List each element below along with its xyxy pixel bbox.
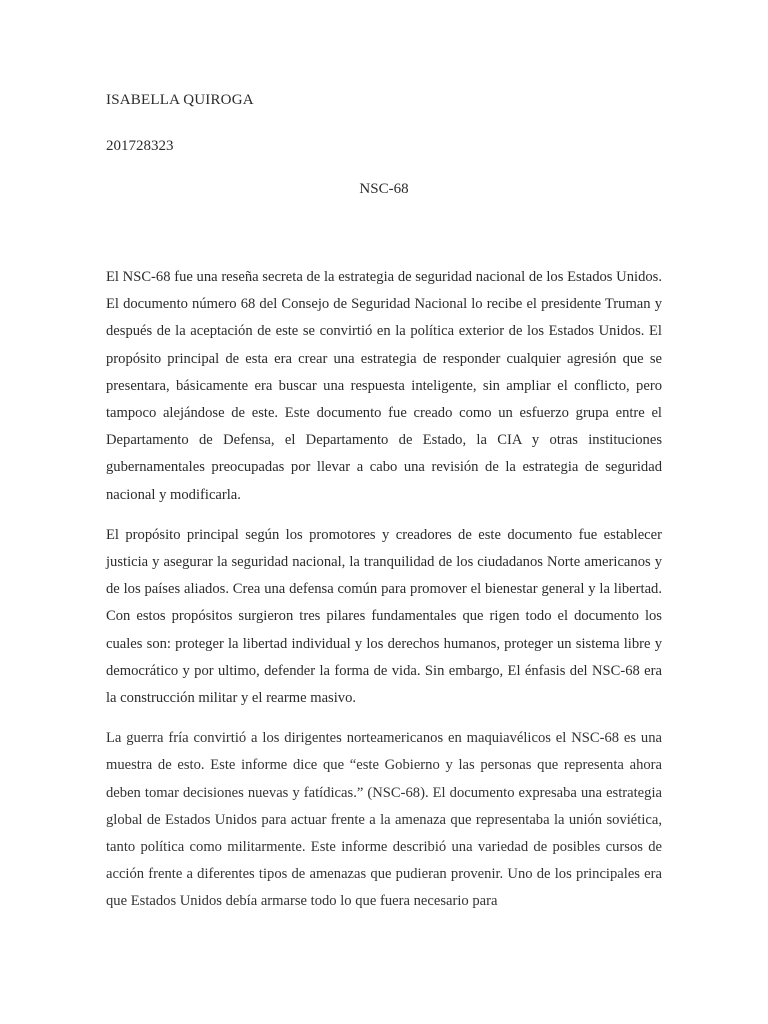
paragraph: El NSC-68 fue una reseña secreta de la estrategia de seguridad nacional de los Estados Unidos. El documento número 68 del Consejo de Seguridad Nacional lo recibe el presidente Truman y después de la aceptación de este se convirtió en la política exterior de los Estados Unidos. El propósito principal de esta era crear una estrategia de responder cualquier agresión que se presentara, básicamente era buscar una respuesta inteligente, sin ampliar el conflicto, pero tampoco alejándose de este. Este documento fue creado como un esfuerzo grupa entre el Departamento de Defensa, el Departamento de Estado, la CIA y otras instituciones gubernamentales preocupadas por llevar a cabo una revisión de la estrategia de seguridad nacional y modificarla.	[106, 269, 662, 503]
document-body	[106, 264, 662, 929]
document-title: NSC-68	[359, 181, 409, 197]
student-id: 201728323	[106, 138, 174, 154]
author-name: ISABELLA QUIROGA	[106, 92, 254, 108]
paragraph: El propósito principal según los promotores y creadores de este documento fue establecer justicia y asegurar la seguridad nacional, la tranquilidad de los ciudadanos Norte americanos y de los países aliados. Crea una defensa común para promover el bienestar general y la libertad. Con estos propósitos surgieron tres pilares fundamentales que rigen todo el documento los cuales son: proteger la libertad individual y los derechos humanos, proteger un sistema libre y democrático y por ultimo, defender la forma de vida. Sin embargo, El énfasis del NSC-68 era la construcción militar y el rearme masivo.	[106, 526, 662, 707]
paragraph: La guerra fría convirtió a los dirigentes norteamericanos en maquiavélicos el NSC-68 es una muestra de esto. Este informe dice que “este Gobierno y las personas que representa ahora deben tomar decisiones nuevas y fatídicas.” (NSC-68). El documento expresaba una estrategia global de Estados Unidos para actuar frente a la amenaza que representaba la unión soviética, tanto política como militarmente. Este informe describió una variedad de posibles cursos de acción frente a diferentes tipos de amenazas que pudieran provenir. Uno de los principales era que Estados Unidos debía armarse todo lo que fuera necesario para	[106, 730, 662, 910]
